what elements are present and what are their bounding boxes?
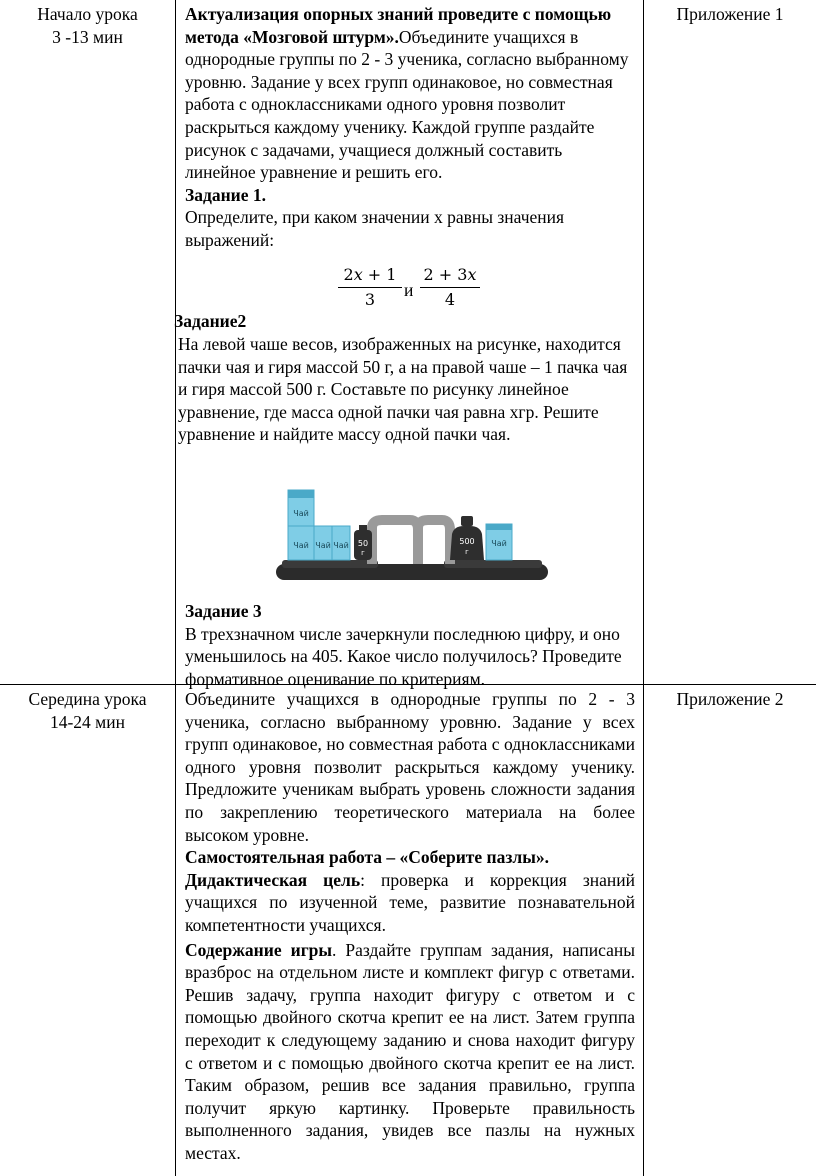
middle-paragraph-1: Объедините учащихся в однородные группы по 2 - 3 ученика, согласно выбранному уровню. Задание у всех групп одинаковое, но совместная работа с одноклассниками одного уровня позволит раскрыться каждому ученику. Предложите ученикам выбрать уровень сложности задания по закреплению теоретического материала на более высоком уровне. <box>185 689 635 845</box>
stage-name: Начало урока <box>37 4 138 24</box>
fraction-2-numerator: 2 + 3𝑥 <box>423 265 477 284</box>
stage-name: Середина урока <box>28 689 147 709</box>
game-label: Содержание игры <box>185 939 333 960</box>
appendix-label: Приложение 1 <box>676 4 784 24</box>
content-cell-middle <box>185 688 635 1164</box>
task2-title-block <box>174 310 634 333</box>
left-pan <box>282 560 378 568</box>
tea-label: Чай <box>293 509 309 518</box>
scale-illustration <box>272 482 552 586</box>
fraction-2-denominator: 4 <box>444 290 456 309</box>
fraction-2 <box>420 264 480 311</box>
intro-bold: Актуализация опорных знаний проведите с помощью метода «Мозговой штурм». <box>185 4 612 47</box>
task2-text: На левой чаше весов, изображенных на рисунке, находится пачки чая и гиря массой 50 г, а на правой чаше – 1 пачка чая и гиря массой 500 г. Составьте по рисунку линейное уравнение, где масса одной пачки чая равна хгр. Решите уравнение и найдите массу одной пачки чая. <box>178 334 628 445</box>
tea-label: Чай <box>293 541 309 550</box>
work-title: Самостоятельная работа – «Соберите пазлы». <box>185 847 549 868</box>
task3-text: В трехзначном числе зачеркнули последнюю цифру, и оно уменьшилось на 405. Какое число получилось? Проведите формативное оценивание по критериям. <box>185 623 622 689</box>
fraction-1-denominator: 3 <box>364 290 376 309</box>
content-cell-start <box>185 3 635 252</box>
stage-time: 14-24 мин <box>49 711 125 732</box>
stage-cell-middle <box>0 688 175 733</box>
column-divider-right <box>643 0 644 1176</box>
task1-title: Задание 1. <box>185 184 267 205</box>
conjunction: и <box>404 280 414 300</box>
tea-boxes-left <box>288 490 350 560</box>
task3-title: Задание 3 <box>185 601 262 621</box>
weight-50g <box>354 525 372 560</box>
goal-label: Дидактическая цель <box>185 869 361 890</box>
column-divider-left <box>175 0 176 1176</box>
stage-time: 3 -13 мин <box>52 26 123 47</box>
appendix-cell-2 <box>644 688 816 711</box>
stage-cell-start <box>0 3 175 48</box>
weight-500g <box>450 516 484 560</box>
goal-text: : проверка и коррекция знаний учащихся по изученной теме, развитие познавательной компетентности учащихся. <box>185 869 635 935</box>
tea-label: Чай <box>315 541 331 550</box>
weight-500-unit: г <box>465 548 469 556</box>
weight-50-value: 50 <box>357 539 369 548</box>
tea-label: Чай <box>491 539 507 548</box>
intro-text: Объедините учащихся в однородные группы по 2 - 3 ученика, согласно выбранному уровню. Задание у всех групп одинаковое, но совместная работа с одноклассниками одного уровня позволит раскрыться каждому ученику. Каждой группе раздайте рисунок с задачами, учащиеся должный составить линейное уравнение и решить его. <box>185 26 629 183</box>
appendix-cell-1 <box>644 3 816 26</box>
appendix-label: Приложение 2 <box>676 689 784 709</box>
fraction-1-numerator: 2𝑥 + 1 <box>343 265 397 284</box>
fraction-1 <box>338 264 402 311</box>
scale-arm-right <box>418 520 450 564</box>
weight-50-unit: г <box>361 549 365 557</box>
task1-text: Определите, при каком значении х равны значения выражений: <box>185 207 565 250</box>
weight-500-value: 500 <box>459 537 475 546</box>
right-pan <box>444 560 542 568</box>
game-text: . Раздайте группам задания, написаны вразброс на отдельном листе и комплект фигур с ответами. Решив задачу, группа находит фигуру с ответом и с помощью двойного скотча крепит ее на лист. Затем группа переходит к следующему заданию и снова находит фигуру с ответом и с помощью двойного скотча крепит ее на лист. Таким образом, решив все задания правильно, группа получит яркую картинку. Проверьте правильность выполненного задания, увидев все пазлы на нужных местах. <box>185 939 635 1163</box>
task2-title: Задание2 <box>174 311 247 331</box>
scale-arm-left <box>372 520 418 564</box>
task3-block <box>185 600 635 690</box>
tea-box-right <box>486 524 512 560</box>
tea-label: Чай <box>333 541 349 550</box>
task2-block <box>178 333 632 446</box>
